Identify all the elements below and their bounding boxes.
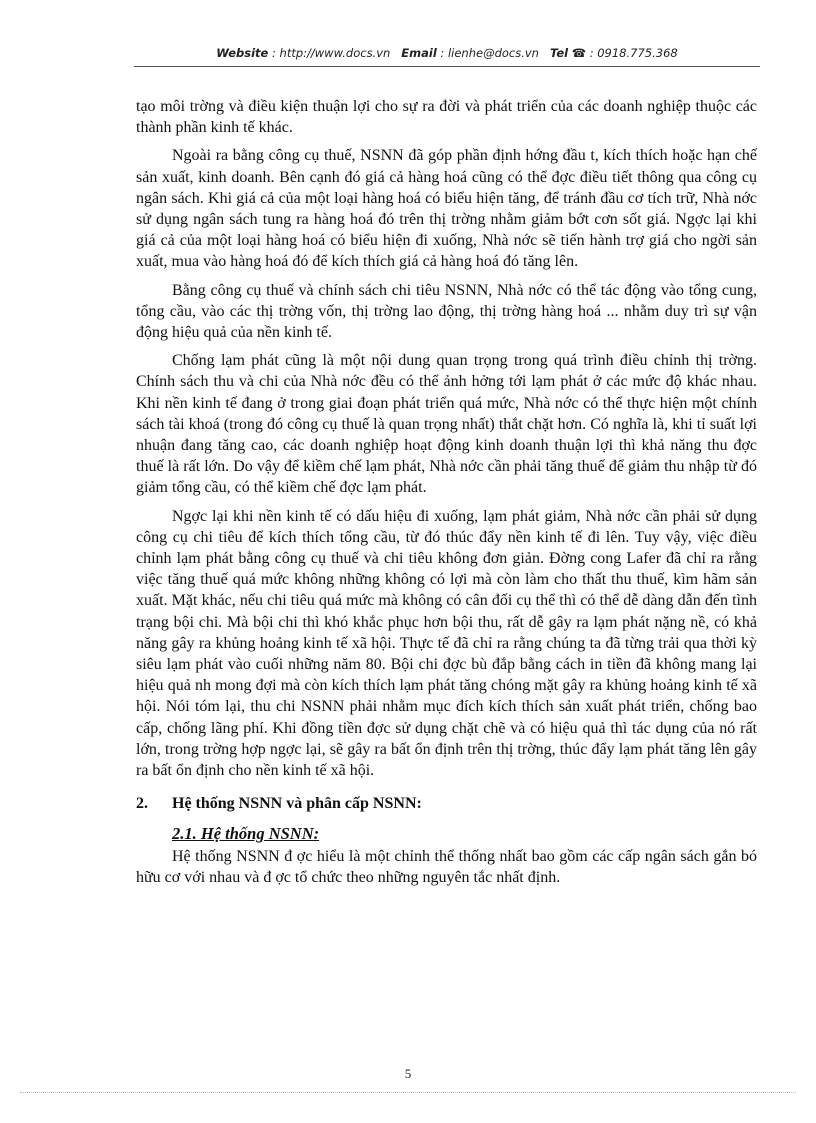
paragraph-6: Hệ thống NSNN đ ợc hiểu là một chỉnh thể thống nhất bao gồm các cấp ngân sách gắn bó hữu cơ với nhau và đ ợc tổ chức theo những nguyên tắc nhất định. xyxy=(136,847,757,886)
section-heading xyxy=(136,793,757,814)
website-value: : http://www.docs.vn xyxy=(272,46,391,60)
paragraph-2: Ngoài ra bằng công cụ thuế, NSNN đã góp phần định hớng đầu t, kích thích hoặc hạn chế sản xuất, kinh doanh. Bên cạnh đó giá cả hàng hoá cũng có thể đợc điều tiết thông qua công cụ ngân sách. Khi giá cả của một loại hàng hoá có biểu hiện tăng, để tránh đầu cơ tích trữ, Nhà nớc sử dụng ngân sách tung ra hàng hoá đó trên thị trờng nhằm giảm bớt cơn sốt giá. Ngợc lại khi giá cả của một loại hàng hoá có biểu hiện đi xuống, Nhà nớc sẽ tiến hành trợ giá cho ngời sản xuất, mua vào hàng hoá đó để kích thích giá cả hàng hoá đó tăng lên. xyxy=(136,147,757,271)
website-label: Website xyxy=(216,46,269,60)
email-label: Email xyxy=(401,46,437,60)
body-text xyxy=(136,96,757,890)
tel-value: ☎ : 0918.775.368 xyxy=(571,46,678,60)
footer-divider xyxy=(20,1092,796,1093)
header-divider xyxy=(134,66,760,67)
paragraph-1: tạo môi trờng và điều kiện thuận lợi cho sự ra đời và phát triển của các doanh nghiệp thuộc các thành phần kinh tế khác. xyxy=(136,98,757,137)
subsection-heading: 2.1. Hệ thống NSNN: xyxy=(172,823,320,843)
email-value: : lienhe@docs.vn xyxy=(440,46,539,60)
section-number: 2. xyxy=(136,795,148,813)
paragraph-5: Ngợc lại khi nền kinh tế có dấu hiệu đi xuống, lạm phát giảm, Nhà nớc cần phải sử dụng công cụ chi tiêu để kích thích tổng cầu, từ đó thúc đẩy nền kinh tế đi lên. Tuy vậy, việc điều chỉnh lạm phát bằng công cụ thuế và chi tiêu không đơn giản. Đờng cong Lafer đã chỉ ra rằng việc tăng thuế quá mức không những không có lợi mà còn làm cho thất thu thuế, kìm hãm sản xuất. Mặt khác, nếu chi tiêu quá mức mà không có cân đối cụ thể thì có thể dễ dàng dẫn đến tình trạng bội chi. Mà bội chi thì khó khắc phục hơn bội thu, rất dễ gây ra lạm phát nặng nề, có khả năng gây ra khủng hoảng kinh tế xã hội. Thực tế đã chỉ ra rằng chúng ta đã từng trải qua thời kỳ siêu lạm phát vào cuối những năm 80. Bội chi đợc bù đắp bằng cách in tiền đã không mang lại hiệu quả nh mong đợi mà còn kích thích lạm phát tăng chóng mặt gây ra khủng hoảng kinh tế xã hội. Nói tóm lại, thu chi NSNN phải nhằm mục đích kích thích sản xuất phát triển, chống bao cấp, chống lãng phí. Khi đồng tiền đợc sử dụng chặt chẽ và có hiệu quả thì tác dụng của nó rất lớn, trong trờng hợp ngợc lại, sẽ gây ra bất ổn định trên thị trờng, thúc đẩy lạm phát tăng lên gây ra bất ổn định cho nền kinh tế xã hội. xyxy=(136,507,757,780)
page-number: 5 xyxy=(404,1066,412,1081)
paragraph-3: Bằng công cụ thuế và chính sách chi tiêu NSNN, Nhà nớc có thể tác động vào tổng cung, tổng cầu, vào các thị trờng vốn, thị trờng lao động, thị trờng hàng hoá ... nhằm duy trì sự vận động hiệu quả của nền kinh tế. xyxy=(136,281,757,342)
paragraph-4: Chống lạm phát cũng là một nội dung quan trọng trong quá trình điều chỉnh thị trờng. Chính sách thu và chi của Nhà nớc đều có thể ảnh hởng tới lạm phát ở các mức độ khác nhau. Khi nền kinh tế đang ở trong giai đoạn phát triển quá mức, Nhà nớc có thể thực hiện một chính sách tài khoá (trong đó công cụ thuế là quan trọng nhất) thắt chặt hơn. Có nghĩa là, khi tỉ suất lợi nhuận đang tăng cao, các doanh nghiệp hoạt động kinh doanh thuận lợi thì khả năng thu đợc thuế là rất lớn. Do vậy để kiềm chế lạm phát, Nhà nớc cần phải tăng thuế để giảm thu nhập từ đó giảm tổng cầu, có thể kiềm chế đợc lạm phát. xyxy=(136,352,757,497)
page-header xyxy=(134,46,760,60)
section-title: Hệ thống NSNN và phân cấp NSNN: xyxy=(172,795,422,813)
tel-label: Tel xyxy=(549,46,569,60)
